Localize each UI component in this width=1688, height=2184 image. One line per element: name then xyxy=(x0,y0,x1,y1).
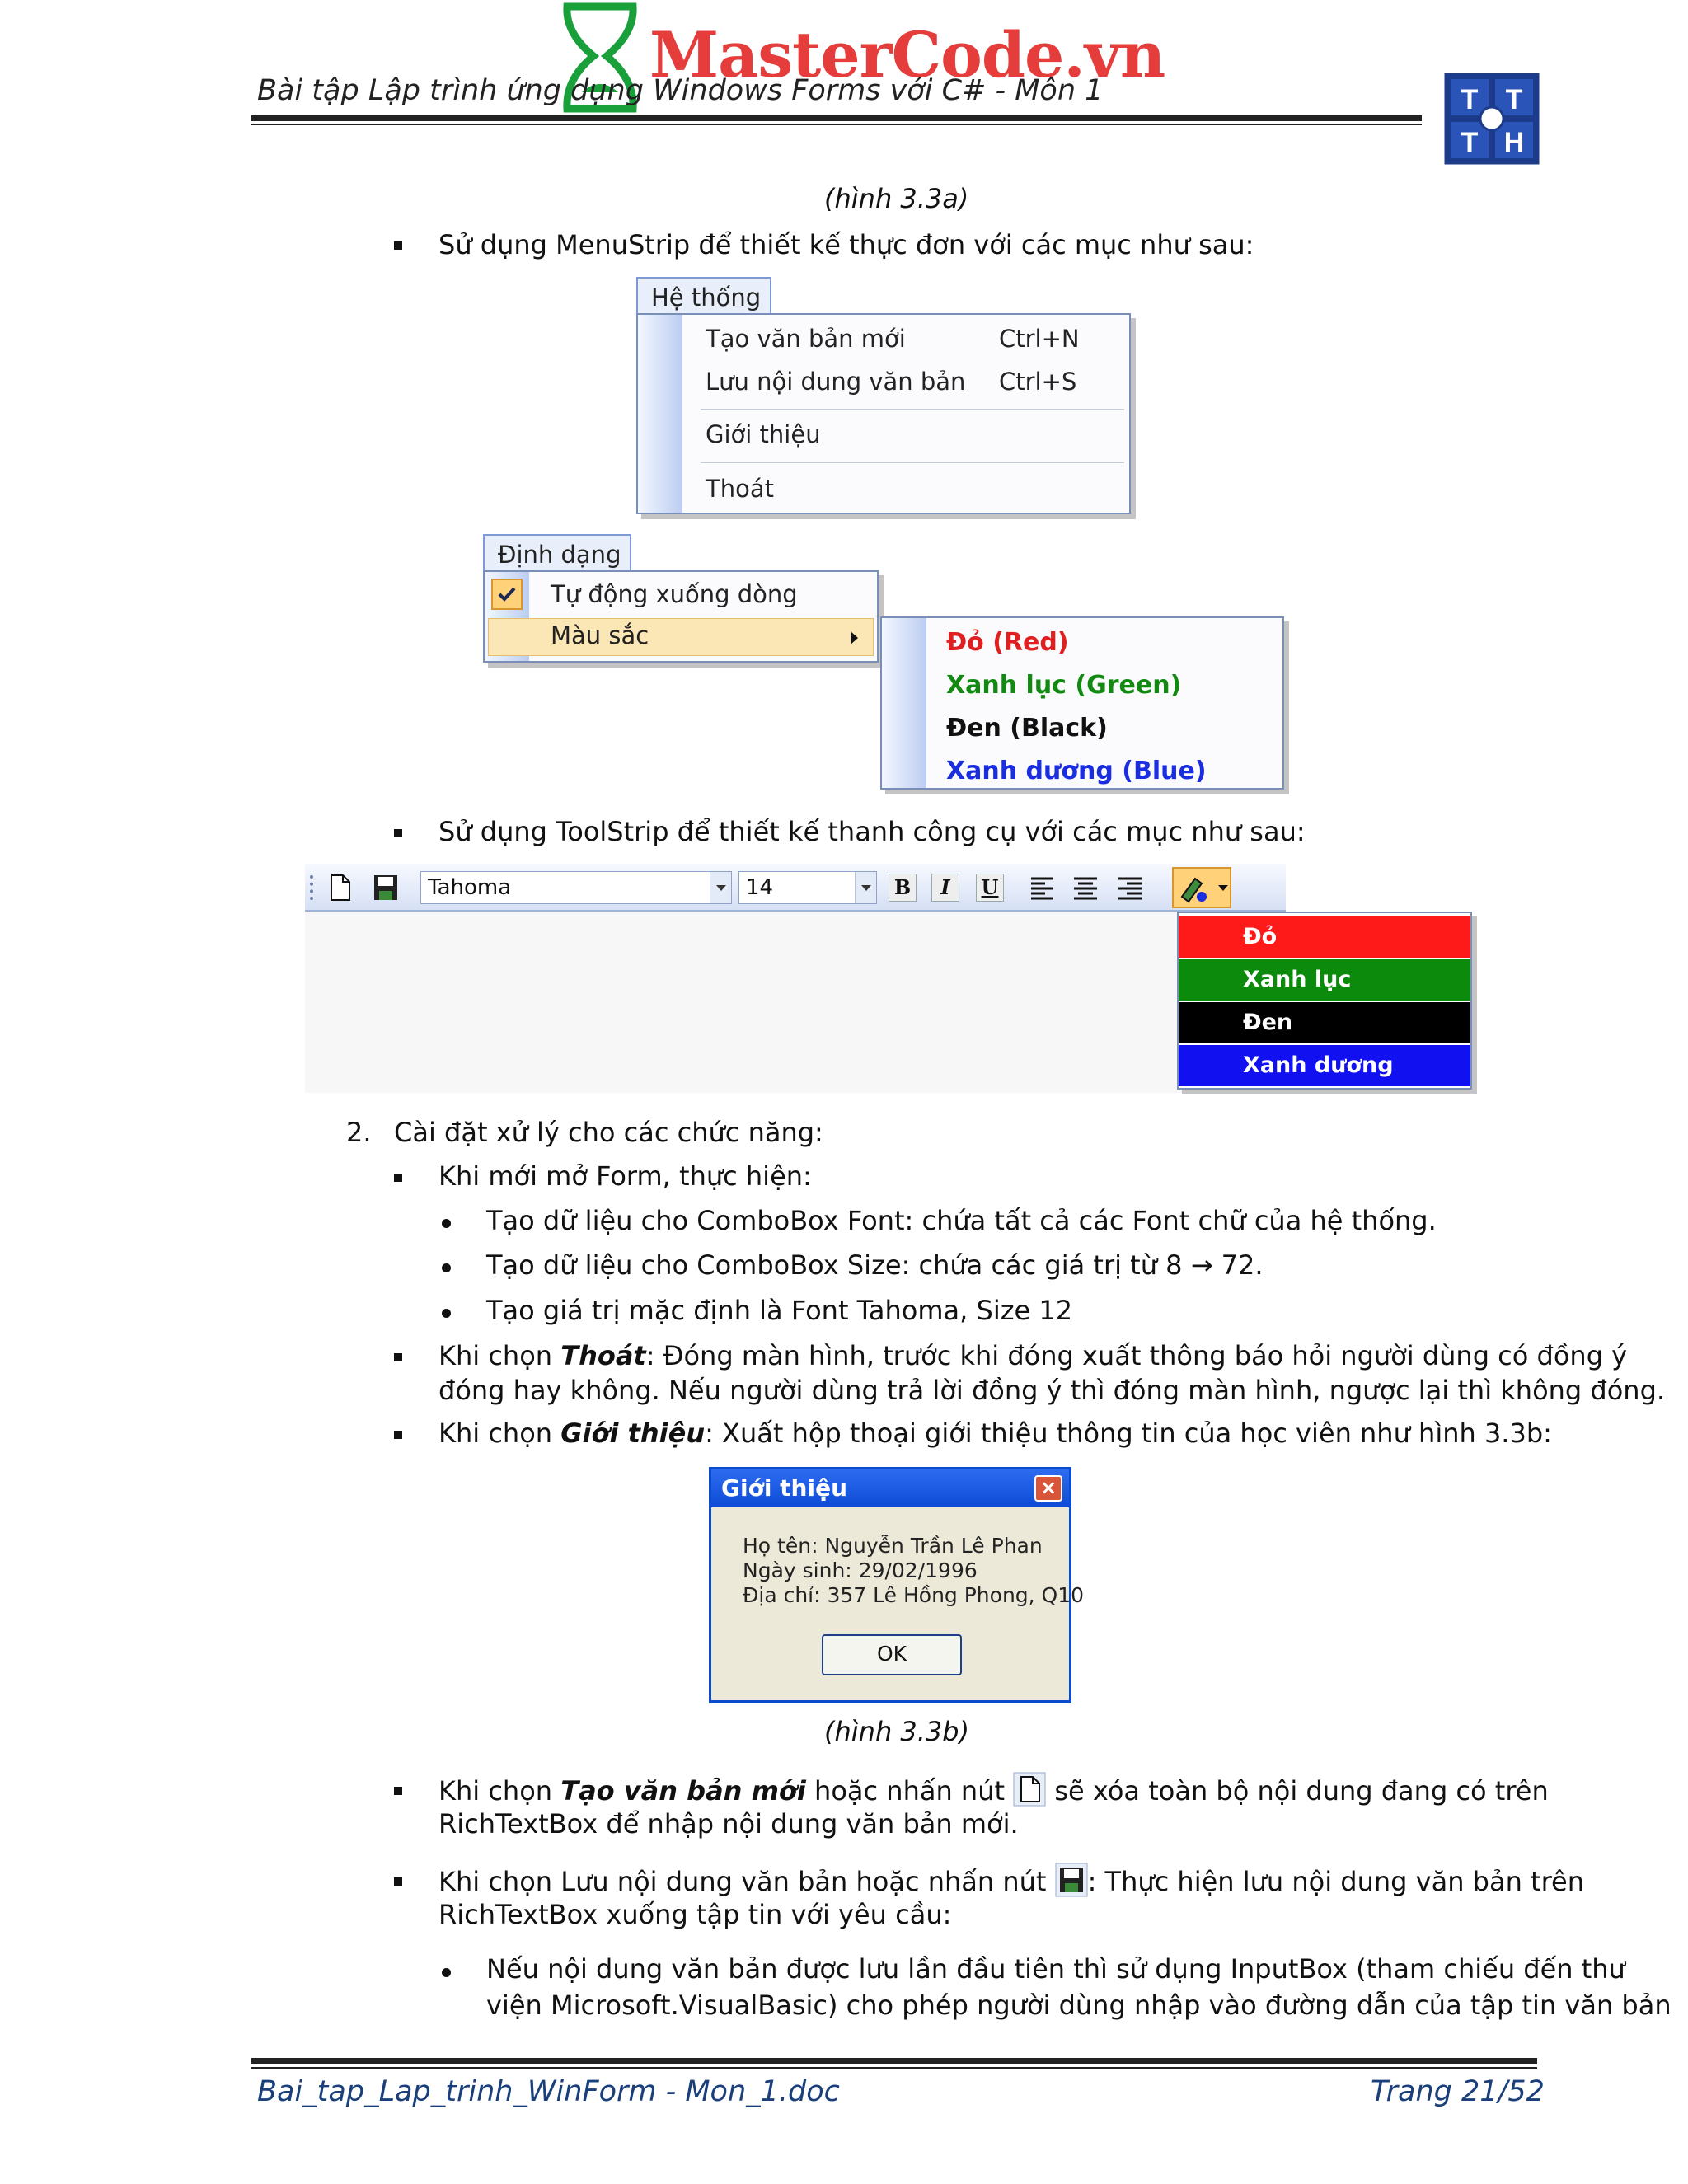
para-save-sub1-line1: Nếu nội dung văn bản được lưu lần đầu tiên thì sử dụng InputBox (tham chiếu đến thư xyxy=(486,1953,1625,1985)
section-number: 2. xyxy=(346,1117,372,1148)
menu-item-color[interactable]: Màu sắc xyxy=(551,621,649,649)
para-new-doc xyxy=(438,1772,1549,1813)
menu-item-new[interactable]: Tạo văn bản mới xyxy=(706,325,906,353)
footer-rule xyxy=(251,2058,1537,2064)
header-rule-thin xyxy=(251,124,1422,125)
para-size-combobox: Tạo dữ liệu cho ComboBox Size: chứa các giá trị từ 8 → 72. xyxy=(486,1249,1264,1281)
menu-item-about[interactable]: Giới thiệu xyxy=(706,420,821,448)
footer-page-number: Trang 21/52 xyxy=(1371,2075,1545,2108)
toolstrip xyxy=(305,864,1286,912)
para-save-sub1-line2: viện Microsoft.VisualBasic) cho phép người dùng nhập vào đường dẫn của tập tin văn bản xyxy=(486,1990,1672,2021)
tth-letter-3: T xyxy=(1461,127,1479,158)
para-new-doc-line2: RichTextBox để nhập nội dung văn bản mới. xyxy=(438,1808,1019,1840)
para-exit xyxy=(438,1340,1627,1371)
bullet xyxy=(394,829,402,837)
bullet xyxy=(394,1787,402,1795)
bullet xyxy=(394,1174,402,1182)
chevron-down-icon[interactable] xyxy=(1218,885,1228,891)
para-new-doc-pre: Khi chọn xyxy=(438,1775,561,1807)
submenu-arrow-icon xyxy=(851,631,858,644)
close-icon[interactable]: × xyxy=(1034,1475,1062,1502)
color-item-black-label: Đen xyxy=(1243,1010,1293,1035)
menu-dinh-dang-panel xyxy=(483,570,879,663)
para-new-doc-post: sẽ xóa toàn bộ nội dung đang có trên xyxy=(1046,1775,1549,1807)
menu-tab-he-thong[interactable]: Hệ thống xyxy=(636,277,771,315)
para-new-doc-keyword: Tạo văn bản mới xyxy=(560,1775,806,1807)
size-combobox-value: 14 xyxy=(746,875,774,900)
align-right-icon[interactable] xyxy=(1116,874,1144,902)
bullet xyxy=(394,1877,402,1886)
bullet xyxy=(442,1263,451,1272)
para-about-post: : Xuất hộp thoại giới thiệu thông tin của học viên như hình 3.3b: xyxy=(705,1418,1552,1449)
color-item-blue[interactable] xyxy=(1179,1045,1470,1086)
para-save-doc-pre: Khi chọn Lưu nội dung văn bản hoặc nhấn nút xyxy=(438,1866,1055,1897)
para-exit-line2: đóng hay không. Nếu người dùng trả lời đồng ý thì đóng màn hình, ngược lại thì không đóng. xyxy=(438,1375,1666,1406)
para-open-form: Khi mới mở Form, thực hiện: xyxy=(438,1160,812,1192)
header-rule xyxy=(251,115,1422,121)
dialog-title-bar xyxy=(711,1469,1069,1507)
tth-letter-2: T xyxy=(1505,84,1523,115)
bullet xyxy=(442,1968,451,1977)
italic-button[interactable]: I xyxy=(931,874,959,902)
paint-brush-icon xyxy=(1177,872,1210,905)
menu-item-wordwrap[interactable]: Tự động xuống dòng xyxy=(551,580,798,608)
chevron-down-icon[interactable] xyxy=(710,872,731,903)
para-save-doc xyxy=(438,1863,1584,1904)
menu-separator xyxy=(701,462,1124,463)
about-dialog xyxy=(709,1467,1085,1703)
para-exit-post: : Đóng màn hình, trước khi đóng xuất thông báo hỏi người dùng có đồng ý xyxy=(645,1340,1628,1371)
color-item-red[interactable] xyxy=(1179,916,1470,958)
submenu-item-blue[interactable]: Xanh dương (Blue) xyxy=(946,757,1207,785)
submenu-item-red[interactable]: Đỏ (Red) xyxy=(946,628,1069,657)
menu-item-color-highlight[interactable] xyxy=(488,618,874,656)
footer-rule-thin xyxy=(251,2067,1537,2069)
para-new-doc-mid: hoặc nhấn nút xyxy=(805,1775,1014,1807)
dialog-line-dob: Ngày sinh: 29/02/1996 xyxy=(743,1558,978,1582)
color-item-red-label: Đỏ xyxy=(1243,924,1278,949)
para-menustrip: Sử dụng MenuStrip để thiết kế thực đơn với các mục như sau: xyxy=(438,229,1254,260)
para-exit-keyword: Thoát xyxy=(560,1340,646,1371)
toolstrip-form-area xyxy=(305,912,1286,1093)
menu-separator xyxy=(701,409,1124,410)
color-item-blue-label: Xanh dương xyxy=(1243,1052,1394,1078)
menu-he-thong-panel xyxy=(636,313,1131,514)
menu-item-save-shortcut: Ctrl+S xyxy=(999,368,1077,396)
save-icon xyxy=(1055,1863,1088,1904)
caption-fig-3-3a: (hình 3.3a) xyxy=(824,183,969,214)
para-about-keyword: Giới thiệu xyxy=(560,1418,706,1449)
color-item-green-label: Xanh lục xyxy=(1243,967,1352,992)
bullet xyxy=(394,1353,402,1361)
para-exit-pre: Khi chọn xyxy=(438,1340,561,1371)
font-combobox[interactable] xyxy=(420,871,732,904)
align-left-icon[interactable] xyxy=(1029,874,1057,902)
color-dropdown-list xyxy=(1177,912,1472,1090)
submenu-colors-panel xyxy=(880,616,1284,790)
chevron-down-icon[interactable] xyxy=(855,872,876,903)
color-item-green[interactable] xyxy=(1179,959,1470,1001)
underline-button[interactable]: U xyxy=(976,874,1004,902)
para-about xyxy=(438,1418,1552,1449)
logo-text: MasterCode.vn xyxy=(649,18,1165,91)
menu-item-new-shortcut: Ctrl+N xyxy=(999,325,1080,353)
new-document-icon xyxy=(1013,1772,1046,1813)
submenu-item-green[interactable]: Xanh lục (Green) xyxy=(946,671,1182,700)
submenu-item-black[interactable]: Đen (Black) xyxy=(946,714,1108,743)
para-save-doc-post: : Thực hiện lưu nội dung văn bản trên xyxy=(1087,1866,1584,1897)
font-combobox-value: Tahoma xyxy=(428,875,512,900)
color-dropdown-button[interactable] xyxy=(1172,867,1231,908)
tth-letter-4: H xyxy=(1503,127,1525,158)
para-toolstrip: Sử dụng ToolStrip để thiết kế thanh công cụ với các mục như sau: xyxy=(438,816,1306,847)
bullet xyxy=(394,1431,402,1439)
menu-item-exit[interactable]: Thoát xyxy=(706,475,774,503)
para-save-doc-line2: RichTextBox xuống tập tin với yêu cầu: xyxy=(438,1899,952,1930)
bullet xyxy=(394,241,402,250)
para-font-combobox: Tạo dữ liệu cho ComboBox Font: chứa tất cả các Font chữ của hệ thống. xyxy=(486,1205,1437,1236)
align-center-icon[interactable] xyxy=(1071,874,1100,902)
new-document-icon[interactable] xyxy=(328,874,353,902)
toolstrip-grip[interactable] xyxy=(310,875,313,900)
para-about-pre: Khi chọn xyxy=(438,1418,561,1449)
dialog-line-address: Địa chỉ: 357 Lê Hồng Phong, Q10 xyxy=(743,1583,1085,1607)
caption-fig-3-3b: (hình 3.3b) xyxy=(824,1716,970,1747)
bullet xyxy=(442,1219,451,1228)
para-default-font: Tạo giá trị mặc định là Font Tahoma, Size 12 xyxy=(486,1295,1073,1326)
header-title: Bài tập Lập trình ứng dụng Windows Forms với C# - Môn 1 xyxy=(257,74,1104,107)
check-icon xyxy=(491,579,523,610)
footer-filename: Bai_tap_Lap_trinh_WinForm - Mon_1.doc xyxy=(257,2075,840,2108)
menu-gutter xyxy=(882,618,926,788)
bullet xyxy=(442,1309,451,1318)
menu-gutter xyxy=(638,315,682,513)
ok-button[interactable]: OK xyxy=(822,1634,962,1675)
dialog-line-name: Họ tên: Nguyễn Trần Lê Phan xyxy=(743,1534,1043,1558)
dialog-title: Giới thiệu xyxy=(721,1474,848,1502)
tth-logo xyxy=(1444,73,1540,165)
color-item-black[interactable] xyxy=(1179,1002,1470,1043)
save-icon[interactable] xyxy=(373,874,399,902)
menu-item-save[interactable]: Lưu nội dung văn bản xyxy=(706,368,966,396)
section-title: Cài đặt xử lý cho các chức năng: xyxy=(394,1117,823,1148)
tth-letter-1: T xyxy=(1461,84,1479,115)
menu-tab-dinh-dang[interactable]: Định dạng xyxy=(483,534,631,570)
bold-button[interactable]: B xyxy=(889,874,917,902)
size-combobox[interactable] xyxy=(738,871,877,904)
